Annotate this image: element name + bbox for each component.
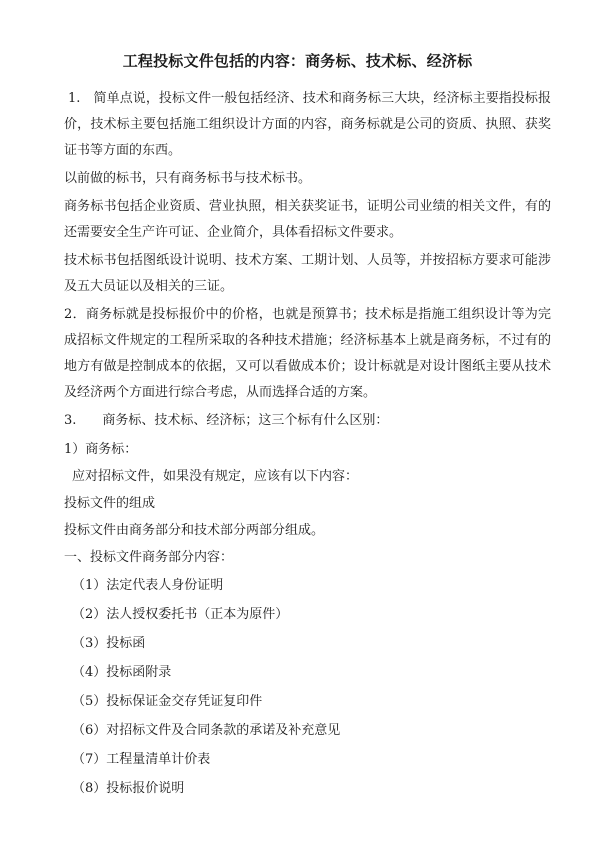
paragraph-8: 应对招标文件，如果没有规定，应该有以下内容： (72, 469, 359, 484)
paragraph-6: 3. 商务标、技术标、经济标；这三个标有什么区别： (64, 413, 389, 428)
document-title: 工程投标文件包括的内容：商务标、技术标、经济标 (122, 52, 473, 70)
paragraph-10: 投标文件由商务部分和技术部分两部分组成。 (64, 523, 325, 538)
list-item: （3）投标函 (72, 636, 146, 651)
paragraph-3: 商务标书包括企业资质、营业执照，相关获奖证书，证明公司业绩的相关文件，有的还需要安全生产许可证、企业简介，具体看招标文件要求。 (64, 199, 551, 240)
paragraph-1: 1. 简单点说，投标文件一般包括经济、技术和商务标三大块，经济标主要指投标报价，技术标主要包括施工组织设计方面的内容，商务标就是公司的资质、执照、获奖证书等方面的东西。 (64, 91, 551, 158)
list-item: （1）法定代表人身份证明 (72, 578, 224, 593)
document-body (64, 86, 551, 803)
paragraph-5: 2．商务标就是投标报价中的价格，也就是预算书；技术标是指施工组织设计等为完成招标文件规定的工程所采取的各种技术措施；经济标基本上就是商务标，不过有的地方有做是控制成本的依据，又可以看做成本价；设计标就是对设计图纸主要从技术及经济两个方面进行综合考虑，从而选择合适的方案。 (64, 307, 551, 400)
list-item: （8）投标报价说明 (72, 781, 185, 796)
list-item: （6）对招标文件及合同条款的承诺及补充意见 (72, 723, 341, 738)
paragraph-7: 1）商务标： (64, 442, 138, 457)
paragraph-11: 一、投标文件商务部分内容： (64, 550, 234, 565)
paragraph-2: 以前做的标书，只有商务标书与技术标书。 (64, 171, 312, 186)
list-item: （4）投标函附录 (72, 665, 172, 680)
commercial-section-list (64, 571, 551, 803)
paragraph-4: 技术标书包括图纸设计说明、技术方案、工期计划、人员等，并按招标方要求可能涉及五大员证以及相关的三证。 (64, 253, 551, 294)
list-item: （2）法人授权委托书（正本为原件） (72, 607, 289, 622)
paragraph-9: 投标文件的组成 (64, 496, 156, 511)
list-item: （5）投标保证金交存凭证复印件 (72, 694, 263, 709)
list-item: （7）工程量清单计价表 (72, 752, 211, 767)
